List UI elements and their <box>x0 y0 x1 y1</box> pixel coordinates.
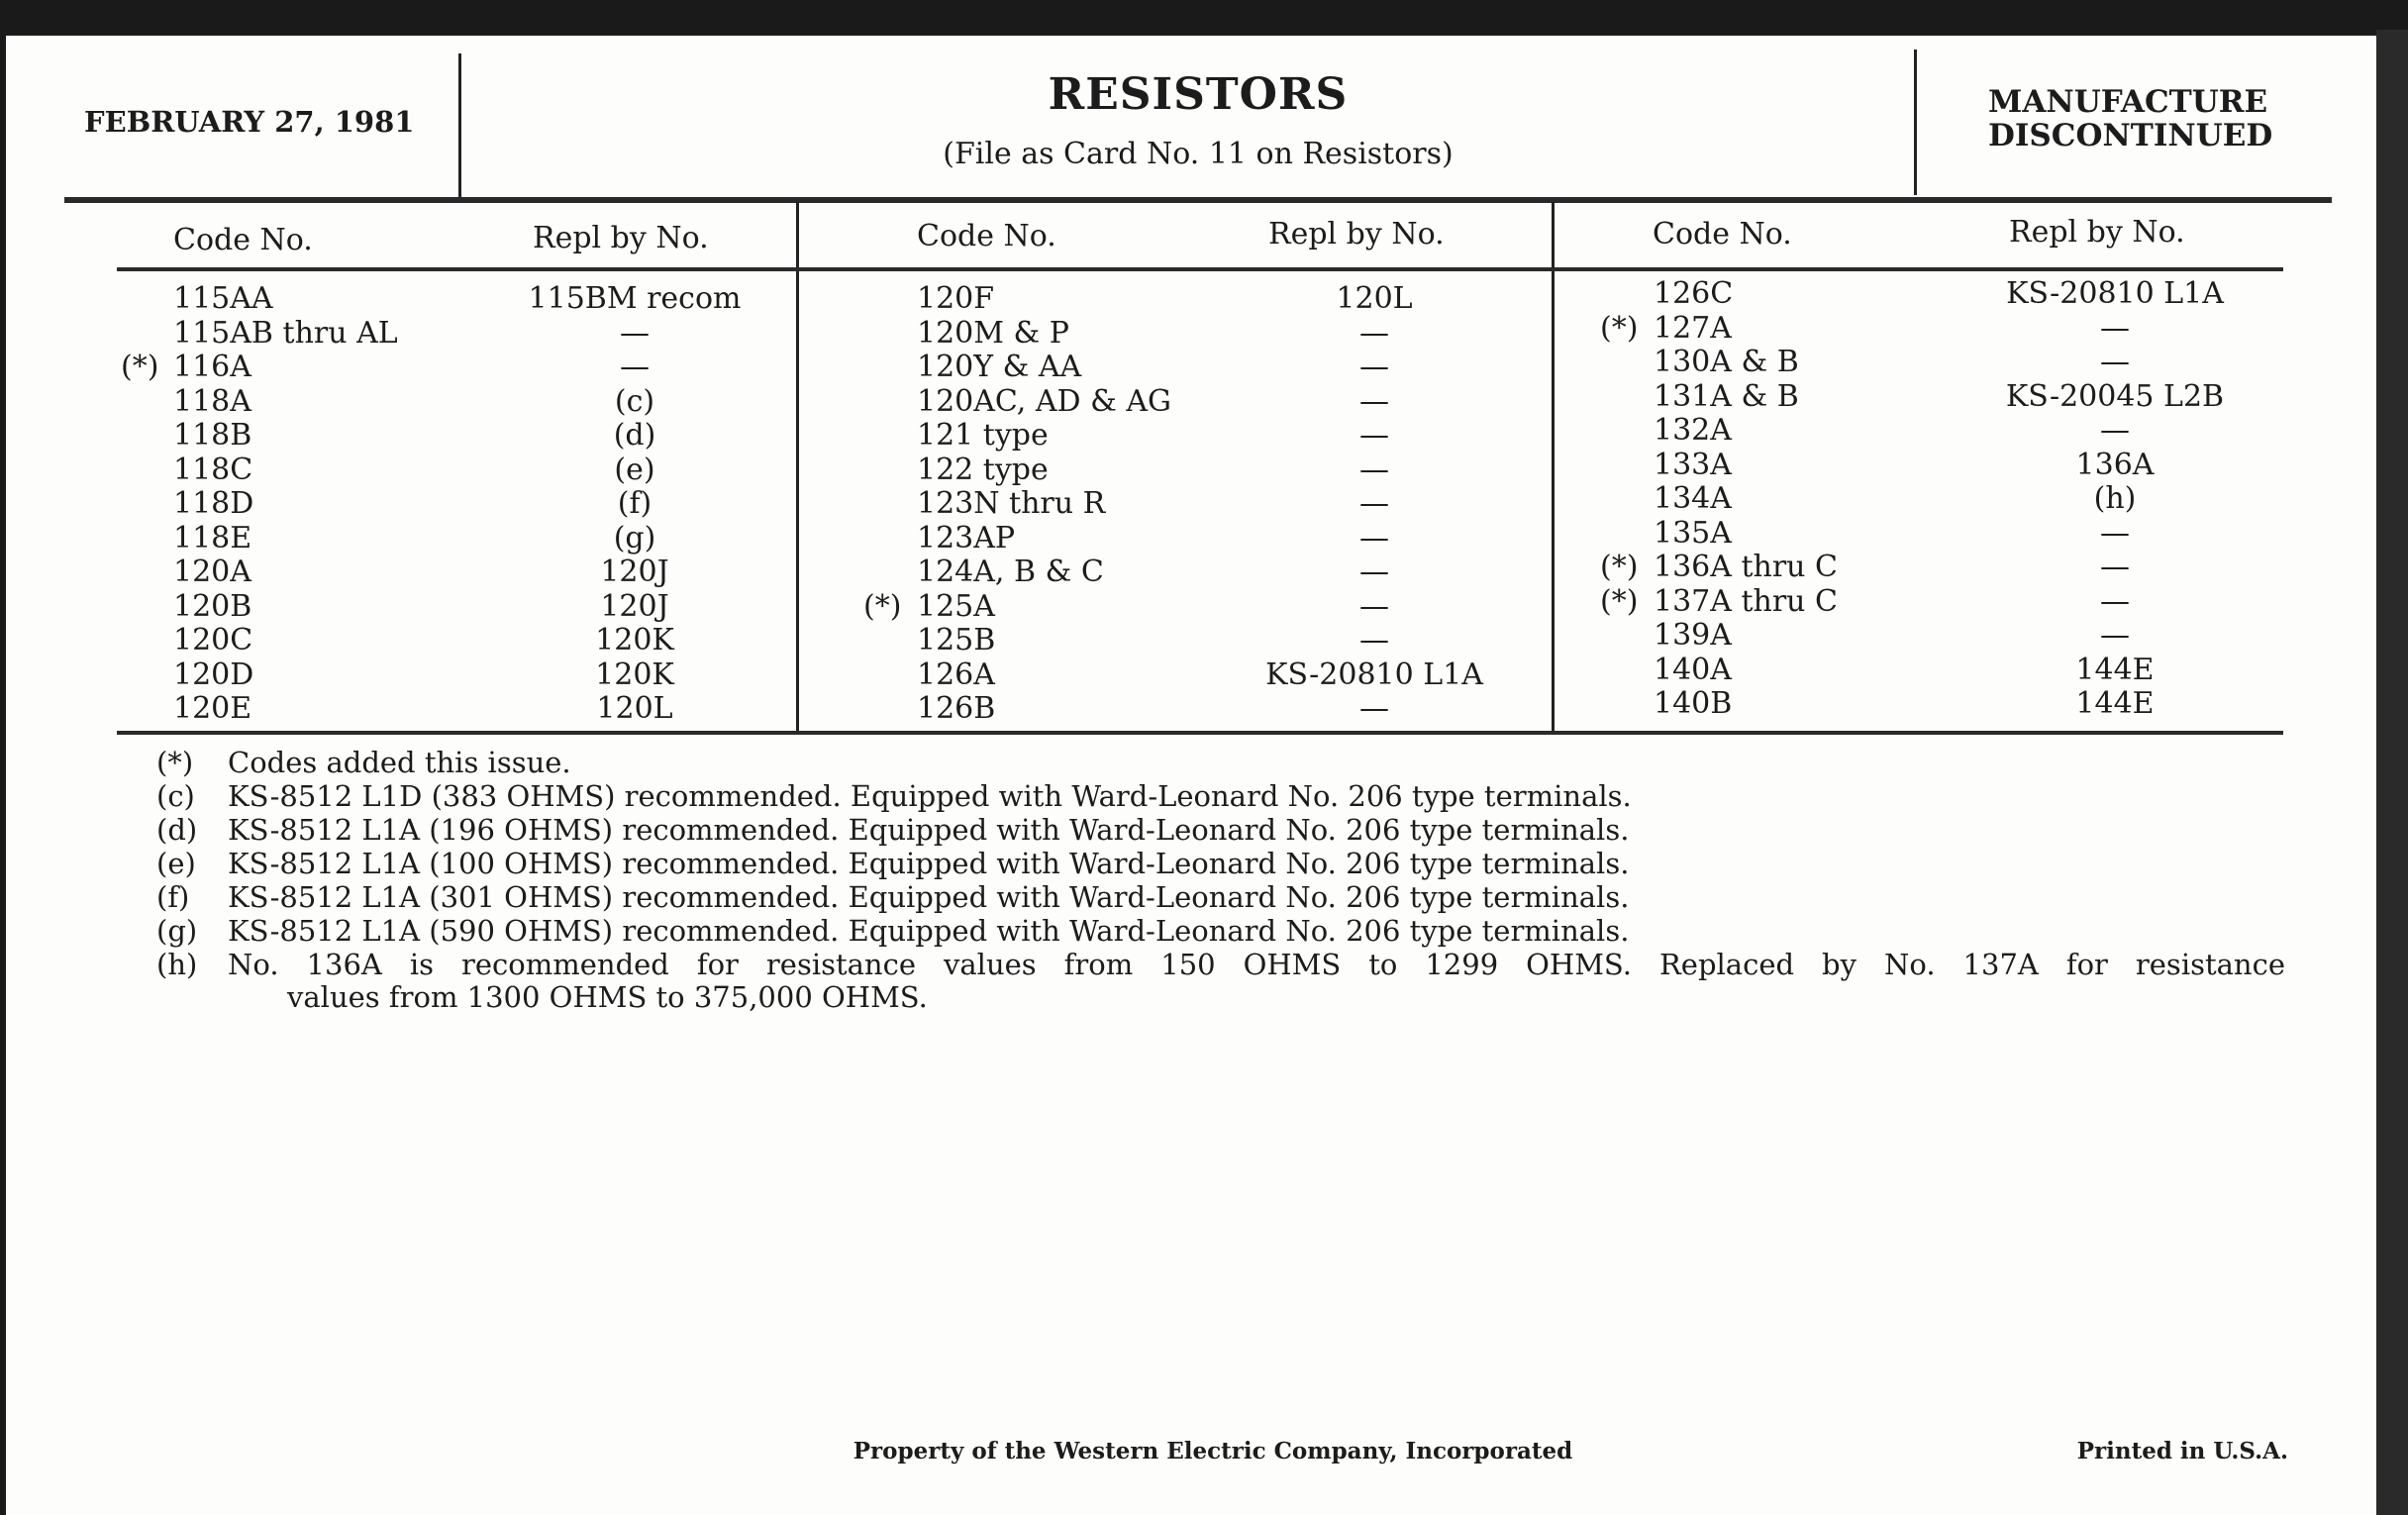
replacement-number: — <box>1359 520 1389 556</box>
code-number: 139A <box>1654 618 1732 653</box>
footnote-label: (h) <box>156 948 198 981</box>
scan-edge <box>2376 30 2408 1515</box>
issue-date: FEBRUARY 27, 1981 <box>84 105 415 139</box>
replacement-number: 144E <box>2075 652 2155 687</box>
code-number: 137A thru C <box>1654 583 1838 619</box>
added-marker: (*) <box>121 350 159 384</box>
code-number: 120Y & AA <box>917 350 1082 384</box>
code-number: 118A <box>173 383 251 419</box>
footnote-text: Codes added this issue. <box>228 746 571 779</box>
printed-in-notice: Printed in U.S.A. <box>2076 1438 2288 1464</box>
replacement-number: — <box>2100 515 2130 551</box>
replacement-number: 120J <box>600 555 669 589</box>
code-number: 120C <box>173 623 253 657</box>
code-number: 125B <box>917 623 996 657</box>
footnote-text: KS-8512 L1A (301 OHMS) recommended. Equipped with Ward-Leonard No. 206 type terminals. <box>228 880 1630 914</box>
replacement-number: — <box>620 350 650 384</box>
code-number: 125A <box>917 588 995 624</box>
column-header-repl: Repl by No. <box>2009 215 2185 250</box>
replacement-number: KS-20810 L1A <box>1265 656 1483 692</box>
column-header-code: Code No. <box>1653 217 1792 252</box>
code-number: 140A <box>1654 652 1732 687</box>
replacement-number: — <box>1359 623 1389 657</box>
status-line-2: DISCONTINUED <box>1988 118 2273 153</box>
footnote-h-continuation: values from 1300 OHMS to 375,000 OHMS. <box>287 980 928 1014</box>
replacement-number: 120K <box>595 656 674 692</box>
replacement-number: — <box>1359 486 1389 521</box>
replacement-number: — <box>2100 618 2130 653</box>
added-marker: (*) <box>1600 550 1639 584</box>
footnote-label: (f) <box>156 880 190 914</box>
replacement-number: — <box>620 315 650 351</box>
code-number: 126B <box>917 691 996 726</box>
code-number: 121 type <box>917 418 1049 453</box>
column-header-repl: Repl by No. <box>533 221 709 255</box>
code-number: 120F <box>917 281 995 316</box>
replacement-number: — <box>2100 583 2130 619</box>
column-header-repl: Repl by No. <box>1268 217 1445 252</box>
replacement-number: — <box>1359 350 1389 384</box>
replacement-number: (g) <box>613 520 656 556</box>
replacement-number: — <box>1359 383 1389 419</box>
code-number: 118D <box>173 486 254 521</box>
status-badge <box>1988 85 2272 152</box>
footnote-label: (d) <box>156 813 198 847</box>
replacement-number: 136A <box>2075 447 2155 482</box>
footnote-label: (g) <box>156 914 198 948</box>
code-number: 120A <box>173 555 251 589</box>
code-number: 123AP <box>917 520 1016 556</box>
footnote-label: (c) <box>156 779 195 813</box>
replacement-number: — <box>1359 418 1389 453</box>
code-number: 136A thru C <box>1654 550 1838 584</box>
added-marker: (*) <box>1600 310 1639 346</box>
replacement-number: 144E <box>2075 686 2155 721</box>
footnote-label: (e) <box>156 847 196 880</box>
footnote-text: KS-8512 L1D (383 OHMS) recommended. Equipped with Ward-Leonard No. 206 type terminals. <box>228 779 1632 813</box>
code-number: 118C <box>173 452 253 487</box>
footnote-label: (*) <box>156 746 194 779</box>
replacement-number: — <box>2100 310 2130 346</box>
code-number: 120E <box>173 691 252 726</box>
added-marker: (*) <box>863 588 902 624</box>
replacement-number: 120K <box>595 623 674 657</box>
replacement-number: — <box>1359 588 1389 624</box>
replacement-number: — <box>1359 555 1389 589</box>
replacement-number: 120J <box>600 588 669 624</box>
replacement-number: (c) <box>614 383 655 419</box>
code-number: 132A <box>1654 413 1732 448</box>
replacement-number: — <box>2100 345 2130 379</box>
code-number: 120B <box>173 588 252 624</box>
code-number: 133A <box>1654 447 1732 482</box>
code-number: 123N thru R <box>917 486 1106 521</box>
code-number: 140B <box>1654 686 1733 721</box>
footnote-text: KS-8512 L1A (100 OHMS) recommended. Equipped with Ward-Leonard No. 206 type terminals. <box>228 847 1630 880</box>
table-header-rule <box>117 267 2283 271</box>
added-marker: (*) <box>1600 583 1639 619</box>
header-divider-left <box>458 53 461 198</box>
code-number: 115AB thru AL <box>173 315 398 351</box>
replacement-number: (d) <box>613 418 656 453</box>
replacement-number: (f) <box>617 486 652 521</box>
code-number: 131A & B <box>1654 378 1799 414</box>
replacement-number: 115BM recom <box>528 281 742 316</box>
footnote-text: KS-8512 L1A (196 OHMS) recommended. Equipped with Ward-Leonard No. 206 type terminals. <box>228 813 1630 847</box>
code-number: 120M & P <box>917 315 1069 351</box>
code-number: 135A <box>1654 515 1732 551</box>
code-number: 120D <box>173 656 254 692</box>
status-line-1: MANUFACTURE <box>1988 84 2268 120</box>
page-title: RESISTORS <box>1048 69 1349 120</box>
replacement-number: KS-20810 L1A <box>2006 276 2224 311</box>
replacement-number: — <box>1359 691 1389 726</box>
header-rule <box>64 197 2332 203</box>
column-header-code: Code No. <box>917 219 1056 253</box>
code-number: 126C <box>1654 276 1734 311</box>
replacement-number: — <box>2100 550 2130 584</box>
footnote-text: KS-8512 L1A (590 OHMS) recommended. Equipped with Ward-Leonard No. 206 type terminals. <box>228 914 1630 948</box>
replacement-number: (e) <box>614 452 655 487</box>
code-number: 127A <box>1654 310 1732 346</box>
replacement-number: 120L <box>1336 281 1413 316</box>
replacement-number: — <box>2100 413 2130 448</box>
code-number: 118E <box>173 520 252 556</box>
code-number: 116A <box>173 350 251 384</box>
code-number: 118B <box>173 418 252 453</box>
code-number: 115AA <box>173 281 273 316</box>
column-header-code: Code No. <box>173 223 313 257</box>
code-number: 130A & B <box>1654 345 1799 379</box>
code-number: 122 type <box>917 452 1049 487</box>
code-number: 134A <box>1654 481 1732 516</box>
code-number: 126A <box>917 656 995 692</box>
property-notice: Property of the Western Electric Company, Incorporated <box>853 1438 1573 1464</box>
page-subtitle: (File as Card No. 11 on Resistors) <box>943 137 1454 171</box>
replacement-number: (h) <box>2093 481 2137 516</box>
replacement-number: 120L <box>596 691 673 726</box>
replacement-number: — <box>1359 452 1389 487</box>
code-number: 124A, B & C <box>917 555 1104 589</box>
header-divider-right <box>1914 50 1917 195</box>
replacement-number: — <box>1359 315 1389 351</box>
footnote-text: No. 136A is recommended for resistance values from 150 OHMS to 1299 OHMS. Replaced by No. 137A for resistance <box>228 948 2285 981</box>
table-bottom-rule <box>117 731 2283 735</box>
code-number: 120AC, AD & AG <box>917 383 1172 419</box>
replacement-number: KS-20045 L2B <box>2005 378 2225 414</box>
